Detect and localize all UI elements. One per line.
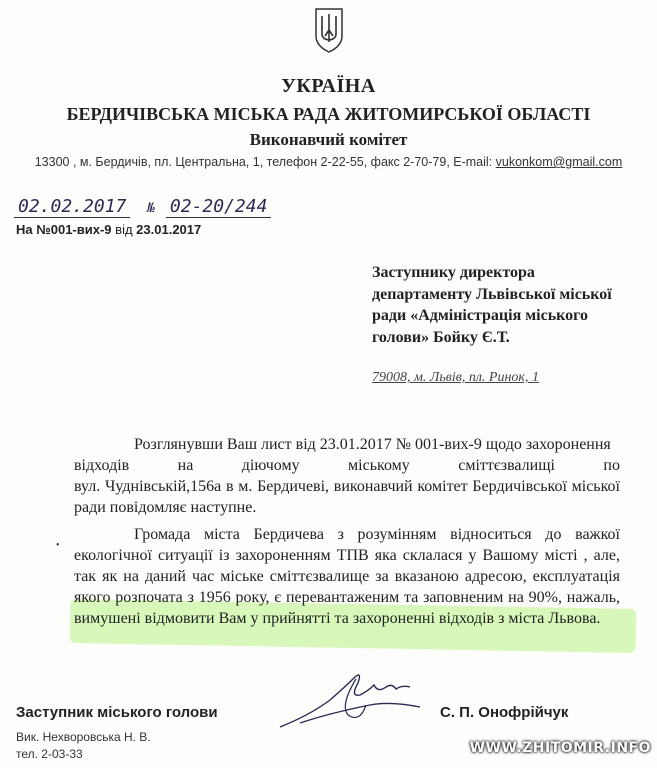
registration-number: [14, 196, 271, 217]
country-heading: УКРАЇНА: [281, 75, 376, 97]
registration-code: 02-20/244: [166, 196, 272, 218]
executor-name: Вик. Нехворовська Н. В.: [16, 730, 151, 744]
reference-number: 001-вих-9: [50, 222, 112, 237]
paragraph-1-line-1: Розглянувши Ваш лист від 23.01.2017 № 001-вих-9 щодо захоронення: [134, 436, 611, 453]
reference-date: 23.01.2017: [136, 222, 202, 237]
committee-heading: Виконавчий комітет: [249, 130, 408, 149]
reference-line: [16, 222, 201, 237]
email-link[interactable]: vukonkom@gmail.com: [495, 155, 623, 169]
recipient-block: Заступнику директора департаменту Львівської міської ради «Адміністрація міського голови» Бойку Є.Т.: [372, 264, 612, 346]
number-sign: №: [147, 201, 156, 216]
signatory-name: С. П. Онофрійчук: [440, 704, 569, 721]
paragraph-2: Громада міста Бердичева з розумінням відноситься до важкої екологічної ситуації із захороненням ТПВ яка склалася у Вашому місті , але, так як на даний час міське сміттєзвалище за вказаною адресою, експлуатація якого розпочата з 1956 року, є перевантаженим та заповненим на 90%, нажаль, вимушені відмовити Вам у прийнятті та захороненні відходів з міста Львова.: [74, 526, 620, 627]
paragraph-1-line-3: вул. Чуднівській,156а в м. Бердичеві, виконавчий комітет Бердичівської міської ради повідомляє наступне.: [74, 478, 620, 516]
handwritten-signature: [270, 665, 430, 735]
recipient-address: 79008, м. Львів, пл. Ринок, 1: [372, 370, 539, 385]
site-watermark: WWW.ZHITOMIR.INFO: [469, 740, 651, 756]
address-text: 13300 , м. Бердичів, пл. Центральна, 1, телефон 2-22-55, факс 2-70-79, E-mail:: [34, 155, 496, 169]
signatory-title: Заступник міського голови: [16, 704, 218, 721]
reference-label: На №: [16, 222, 51, 237]
reference-from: від: [115, 222, 133, 237]
council-heading: БЕРДИЧІВСЬКА МІСЬКА РАДА ЖИТОМИРСЬКОЇ ОБЛАСТІ: [66, 104, 591, 124]
trident-coat-of-arms-icon: [313, 6, 345, 54]
margin-dot: •: [56, 540, 60, 551]
registration-date: 02.02.2017: [14, 196, 130, 218]
council-address: [0, 155, 657, 169]
executor-phone: тел. 2-03-33: [16, 747, 83, 761]
paragraph-1-line-2: відходів на діючому міському сміттєзвалищі по: [74, 457, 620, 474]
